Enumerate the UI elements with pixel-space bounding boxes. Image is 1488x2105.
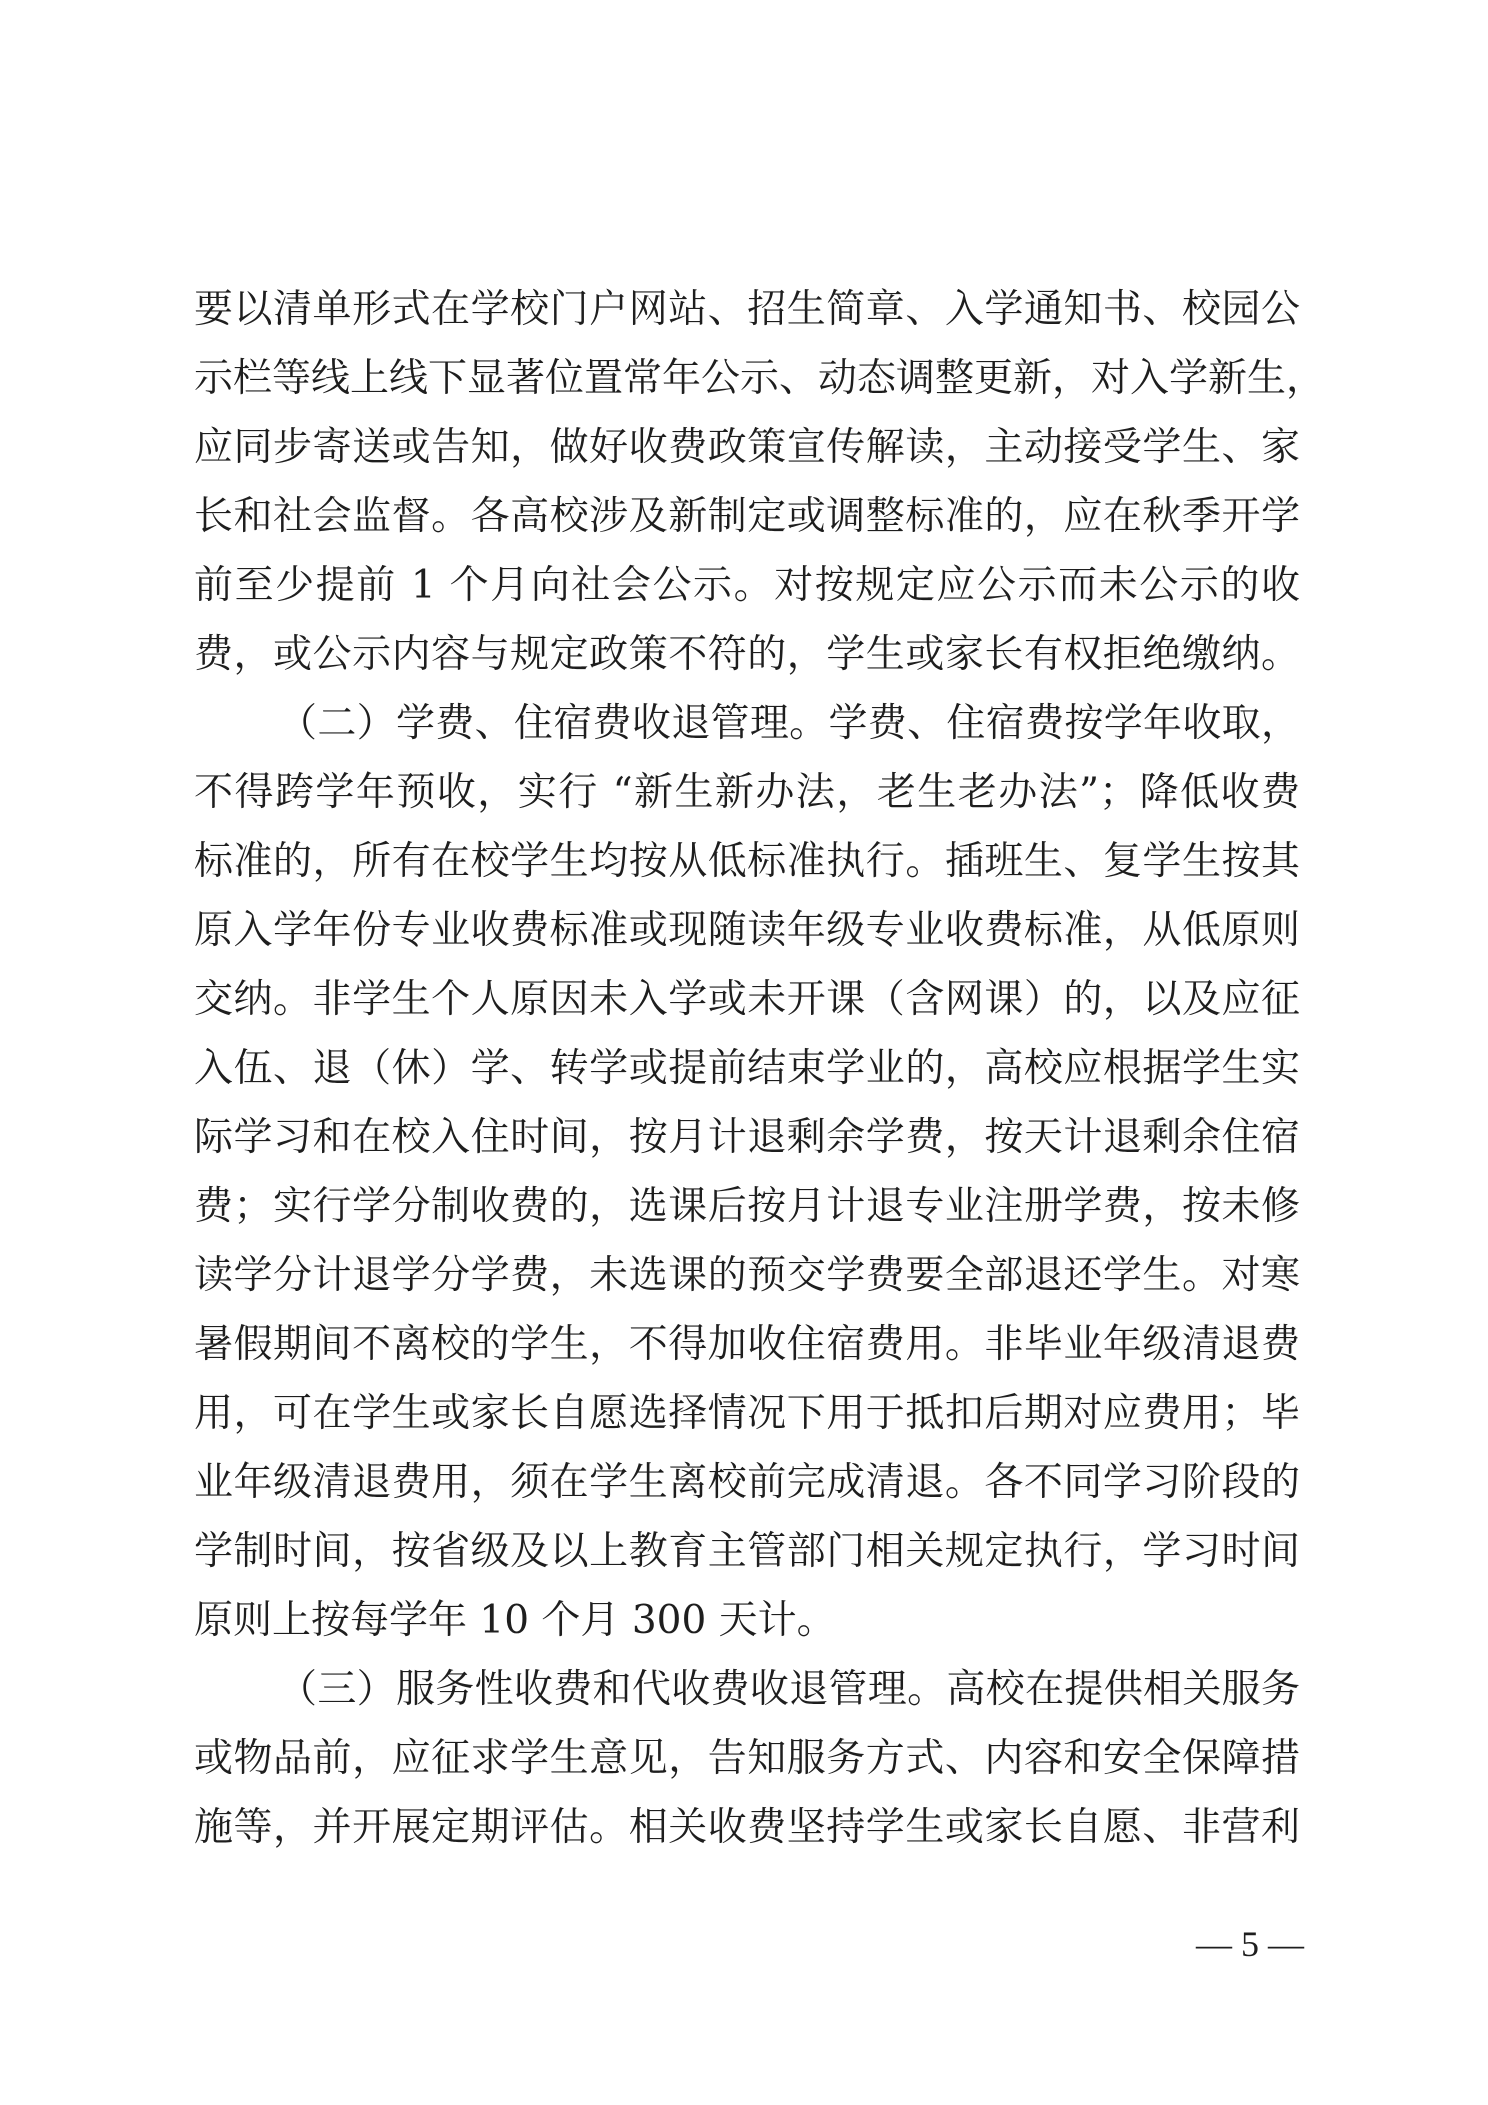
page-number: — 5 —	[1196, 1924, 1304, 1964]
body-text-line: 不得跨学年预收，实行 “新生新办法，老生老办法”；降低收费	[194, 770, 1300, 815]
body-text-line: 费；实行学分制收费的，选课后按月计退专业注册学费，按未修	[194, 1184, 1300, 1229]
body-text-line: 用，可在学生或家长自愿选择情况下用于抵扣后期对应费用；毕	[194, 1391, 1300, 1436]
body-text-line: 学制时间，按省级及以上教育主管部门相关规定执行，学习时间	[194, 1529, 1300, 1574]
body-text-line: 长和社会监督。各高校涉及新制定或调整标准的，应在秋季开学	[194, 494, 1300, 539]
body-text-line: 标准的，所有在校学生均按从低标准执行。插班生、复学生按其	[194, 839, 1300, 884]
body-text-line: 读学分计退学分学费，未选课的预交学费要全部退还学生。对寒	[194, 1253, 1300, 1298]
section-heading-line: （二）学费、住宿费收退管理。学费、住宿费按学年收取，	[278, 701, 1300, 746]
body-text-line: 暑假期间不离校的学生，不得加收住宿费用。非毕业年级清退费	[194, 1322, 1300, 1367]
body-text-line: 际学习和在校入住时间，按月计退剩余学费，按天计退剩余住宿	[194, 1115, 1300, 1160]
body-text-line: 交纳。非学生个人原因未入学或未开课（含网课）的，以及应征	[194, 977, 1300, 1022]
body-text-line: 业年级清退费用，须在学生离校前完成清退。各不同学习阶段的	[194, 1460, 1300, 1505]
body-text-line: 要以清单形式在学校门户网站、招生简章、入学通知书、校园公	[194, 287, 1300, 332]
body-text-line: 或物品前，应征求学生意见，告知服务方式、内容和安全保障措	[194, 1736, 1300, 1781]
body-text-line: 示栏等线上线下显著位置常年公示、动态调整更新，对入学新生，	[194, 356, 1326, 401]
body-text-line: 费，或公示内容与规定政策不符的，学生或家长有权拒绝缴纳。	[194, 632, 1300, 677]
body-text-line: 原入学年份专业收费标准或现随读年级专业收费标准，从低原则	[194, 908, 1300, 953]
body-text-line: 入伍、退（休）学、转学或提前结束学业的，高校应根据学生实	[194, 1046, 1300, 1091]
body-text-line: 应同步寄送或告知，做好收费政策宣传解读，主动接受学生、家	[194, 425, 1300, 470]
section-heading-line: （三）服务性收费和代收费收退管理。高校在提供相关服务	[278, 1667, 1300, 1712]
body-text-line: 施等，并开展定期评估。相关收费坚持学生或家长自愿、非营利	[194, 1805, 1300, 1850]
body-text-line: 原则上按每学年 10 个月 300 天计。	[194, 1598, 836, 1643]
body-text-line: 前至少提前 1 个月向社会公示。对按规定应公示而未公示的收	[194, 563, 1300, 608]
